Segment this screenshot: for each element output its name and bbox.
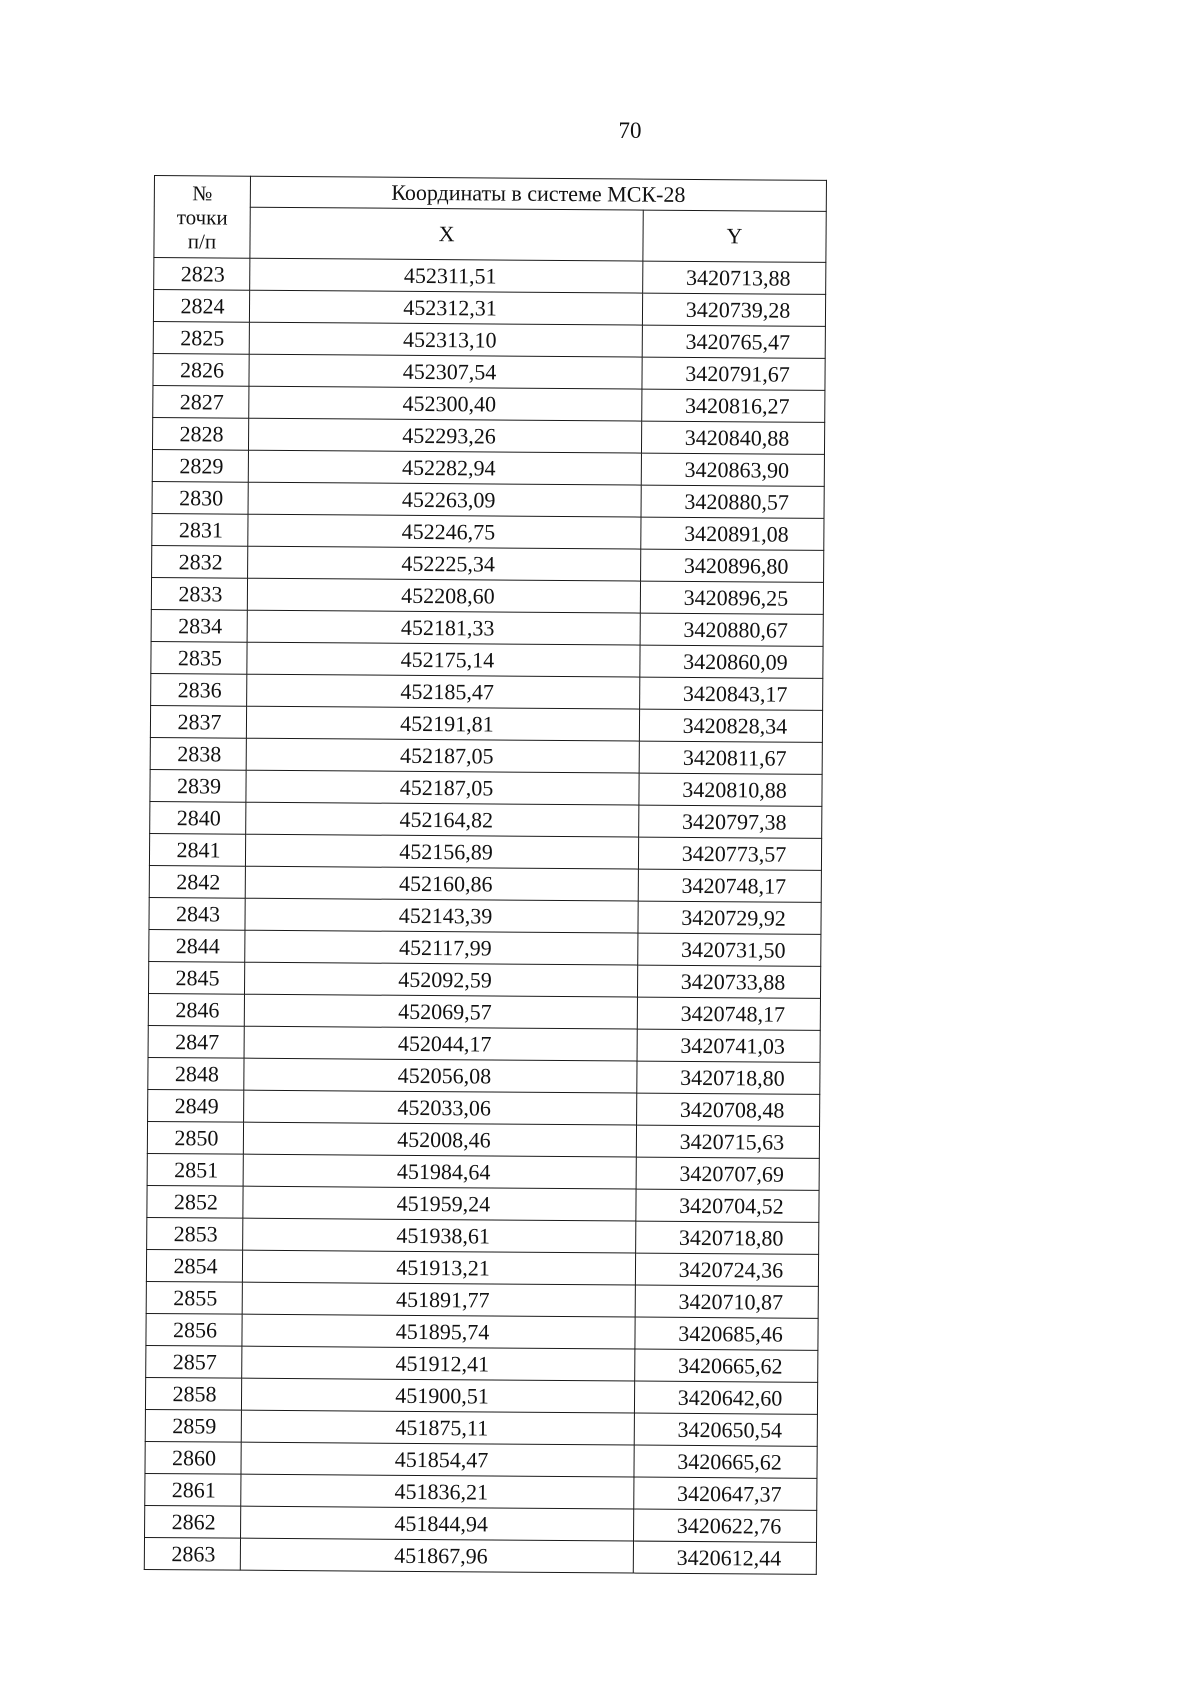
table-header (154, 176, 827, 263)
point-number-cell: 2857 (146, 1345, 242, 1378)
x-coordinate-cell: 452164,82 (246, 802, 639, 837)
point-number-cell: 2863 (144, 1537, 240, 1570)
x-coordinate-cell: 452311,51 (250, 258, 643, 293)
x-coordinate-cell: 452187,05 (246, 738, 639, 773)
y-coordinate-cell: 3420713,88 (643, 261, 826, 294)
point-number-cell: 2860 (145, 1441, 241, 1474)
table-row (147, 1153, 819, 1190)
x-coordinate-cell: 452092,59 (244, 962, 637, 997)
y-coordinate-cell: 3420647,37 (634, 1477, 817, 1510)
x-coordinate-cell: 452282,94 (248, 450, 641, 485)
point-number-cell: 2826 (153, 353, 249, 386)
point-number-header-line1: № (192, 180, 213, 205)
point-number-header-line2: точки (176, 204, 228, 230)
point-number-cell: 2859 (145, 1409, 241, 1442)
x-coordinate-cell: 452191,81 (246, 706, 639, 741)
table-row (152, 545, 824, 582)
table-row (146, 1249, 818, 1286)
y-coordinate-cell: 3420704,52 (636, 1189, 819, 1222)
y-coordinate-cell: 3420880,67 (640, 613, 823, 646)
x-coordinate-cell: 451895,74 (242, 1314, 635, 1349)
point-number-cell: 2832 (152, 545, 248, 578)
y-coordinate-cell: 3420731,50 (638, 933, 821, 966)
table-row (153, 321, 825, 358)
x-coordinate-cell: 452246,75 (248, 514, 641, 549)
x-coordinate-cell: 452187,05 (246, 770, 639, 805)
point-number-header (154, 176, 251, 259)
table-row (150, 801, 822, 838)
x-coordinate-cell: 451844,94 (241, 1506, 634, 1541)
point-number-cell: 2838 (150, 737, 246, 770)
y-coordinate-cell: 3420840,88 (641, 421, 824, 454)
x-coordinate-cell: 452056,08 (244, 1058, 637, 1093)
point-number-cell: 2853 (147, 1217, 243, 1250)
point-number-cell: 2843 (149, 897, 245, 930)
y-coordinate-cell: 3420707,69 (636, 1157, 819, 1190)
y-coordinate-cell: 3420797,38 (639, 805, 822, 838)
x-coordinate-cell: 452263,09 (248, 482, 641, 517)
table-row (149, 961, 821, 998)
point-number-cell: 2827 (153, 385, 249, 418)
table-row (152, 481, 824, 518)
y-coordinate-cell: 3420718,80 (636, 1221, 819, 1254)
point-number-cell: 2842 (149, 865, 245, 898)
point-number-cell: 2841 (149, 833, 245, 866)
x-coordinate-cell: 452208,60 (247, 578, 640, 613)
table-row (148, 1089, 820, 1126)
y-coordinate-cell: 3420773,57 (638, 837, 821, 870)
y-coordinate-cell: 3420708,48 (637, 1093, 820, 1126)
y-coordinate-cell: 3420718,80 (637, 1061, 820, 1094)
x-coordinate-cell: 451867,96 (240, 1538, 633, 1573)
point-number-cell: 2856 (146, 1313, 242, 1346)
x-coordinate-cell: 451984,64 (243, 1154, 636, 1189)
table-row (149, 833, 821, 870)
x-coordinate-cell: 451913,21 (242, 1250, 635, 1285)
x-coordinate-cell: 452044,17 (244, 1026, 637, 1061)
table-row (151, 641, 823, 678)
coordinates-table (144, 175, 827, 1575)
point-number-cell: 2828 (152, 417, 248, 450)
x-coordinate-cell: 452156,89 (245, 834, 638, 869)
table-row (145, 1441, 817, 1478)
point-number-cell: 2830 (152, 481, 248, 514)
y-coordinate-cell: 3420816,27 (642, 389, 825, 422)
x-coordinate-cell: 451900,51 (241, 1378, 634, 1413)
table-row (152, 449, 824, 486)
point-number-cell: 2849 (148, 1089, 244, 1122)
x-coordinate-cell: 452225,34 (248, 546, 641, 581)
y-coordinate-cell: 3420729,92 (638, 901, 821, 934)
point-number-cell: 2855 (146, 1281, 242, 1314)
y-coordinate-cell: 3420739,28 (642, 293, 825, 326)
coordinate-system-header: Координаты в системе МСК-28 (250, 176, 826, 211)
x-coordinate-cell: 452307,54 (249, 354, 642, 389)
y-coordinate-cell: 3420811,67 (639, 741, 822, 774)
x-coordinate-cell: 452181,33 (247, 610, 640, 645)
x-coordinate-cell: 452185,47 (247, 674, 640, 709)
y-coordinate-cell: 3420724,36 (635, 1253, 818, 1286)
table-row (150, 705, 822, 742)
y-coordinate-cell: 3420612,44 (633, 1541, 816, 1574)
table-row (152, 417, 824, 454)
y-coordinate-cell: 3420642,60 (634, 1381, 817, 1414)
table-row (154, 258, 826, 295)
table-row (150, 737, 822, 774)
table-row (151, 577, 823, 614)
x-coordinate-cell: 451836,21 (241, 1474, 634, 1509)
y-coordinate-cell: 3420748,17 (638, 869, 821, 902)
table-row (145, 1473, 817, 1510)
y-coordinate-cell: 3420860,09 (640, 645, 823, 678)
x-coordinate-cell: 452313,10 (249, 322, 642, 357)
point-number-cell: 2829 (152, 449, 248, 482)
x-coordinate-cell: 452293,26 (248, 418, 641, 453)
y-coordinate-cell: 3420791,67 (642, 357, 825, 390)
table-row (149, 929, 821, 966)
point-number-cell: 2852 (147, 1185, 243, 1218)
point-number-cell: 2851 (147, 1153, 243, 1186)
point-number-cell: 2848 (148, 1057, 244, 1090)
table-row (144, 1537, 816, 1574)
y-coordinate-cell: 3420650,54 (634, 1413, 817, 1446)
table-row (149, 865, 821, 902)
y-coordinate-cell: 3420622,76 (633, 1509, 816, 1542)
y-coordinate-cell: 3420896,80 (641, 549, 824, 582)
point-number-cell: 2847 (148, 1025, 244, 1058)
point-number-cell: 2854 (146, 1249, 242, 1282)
y-coordinate-cell: 3420741,03 (637, 1029, 820, 1062)
y-coordinate-cell: 3420828,34 (639, 709, 822, 742)
x-coordinate-cell: 451854,47 (241, 1442, 634, 1477)
point-number-cell: 2840 (150, 801, 246, 834)
x-coordinate-cell: 452312,31 (249, 290, 642, 325)
point-number-cell: 2836 (151, 673, 247, 706)
x-column-header: X (250, 207, 643, 261)
point-number-header-line3: п/п (187, 228, 217, 253)
table-row (147, 1185, 819, 1222)
point-number-cell: 2858 (145, 1377, 241, 1410)
table-row (145, 1409, 817, 1446)
point-number-cell: 2844 (149, 929, 245, 962)
point-number-cell: 2824 (153, 290, 249, 323)
table-row (153, 385, 825, 422)
x-coordinate-cell: 452300,40 (249, 386, 642, 421)
table-row (148, 1057, 820, 1094)
x-coordinate-cell: 452069,57 (244, 994, 637, 1029)
point-number-cell: 2831 (152, 513, 248, 546)
page-number: 70 (618, 118, 642, 143)
point-number-cell: 2846 (148, 993, 244, 1026)
table-row (146, 1281, 818, 1318)
y-coordinate-cell: 3420710,87 (635, 1285, 818, 1318)
point-number-cell: 2861 (145, 1473, 241, 1506)
x-coordinate-cell: 452117,99 (245, 930, 638, 965)
y-coordinate-cell: 3420896,25 (640, 581, 823, 614)
x-coordinate-cell: 452160,86 (245, 866, 638, 901)
table-row (146, 1313, 818, 1350)
y-coordinate-cell: 3420715,63 (636, 1125, 819, 1158)
x-coordinate-cell: 451938,61 (243, 1218, 636, 1253)
point-number-cell: 2833 (151, 577, 247, 610)
y-coordinate-cell: 3420863,90 (641, 453, 824, 486)
table-row (152, 513, 824, 550)
x-coordinate-cell: 451875,11 (241, 1410, 634, 1445)
y-coordinate-cell: 3420665,62 (635, 1349, 818, 1382)
y-coordinate-cell: 3420733,88 (637, 965, 820, 998)
y-column-header: Y (643, 210, 826, 262)
table-row (150, 769, 822, 806)
table-row (148, 1025, 820, 1062)
table-body (144, 258, 826, 1575)
point-number-cell: 2862 (145, 1505, 241, 1538)
y-coordinate-cell: 3420891,08 (641, 517, 824, 550)
y-coordinate-cell: 3420765,47 (642, 325, 825, 358)
x-coordinate-cell: 452008,46 (243, 1122, 636, 1157)
x-coordinate-cell: 452143,39 (245, 898, 638, 933)
x-coordinate-cell: 452033,06 (244, 1090, 637, 1125)
table-row (148, 993, 820, 1030)
y-coordinate-cell: 3420685,46 (635, 1317, 818, 1350)
table-row (149, 897, 821, 934)
point-number-cell: 2825 (153, 321, 249, 354)
table-row (151, 673, 823, 710)
point-number-cell: 2839 (150, 769, 246, 802)
point-number-cell: 2823 (154, 258, 250, 291)
point-number-cell: 2845 (149, 961, 245, 994)
point-number-cell: 2850 (147, 1121, 243, 1154)
point-number-cell: 2834 (151, 609, 247, 642)
table-row (151, 609, 823, 646)
y-coordinate-cell: 3420843,17 (640, 677, 823, 710)
point-number-cell: 2837 (150, 705, 246, 738)
table-row (153, 290, 825, 327)
table-row (153, 353, 825, 390)
point-number-cell: 2835 (151, 641, 247, 674)
y-coordinate-cell: 3420810,88 (639, 773, 822, 806)
x-coordinate-cell: 451891,77 (242, 1282, 635, 1317)
y-coordinate-cell: 3420748,17 (637, 997, 820, 1030)
x-coordinate-cell: 451912,41 (242, 1346, 635, 1381)
x-coordinate-cell: 452175,14 (247, 642, 640, 677)
y-coordinate-cell: 3420880,57 (641, 485, 824, 518)
table-row (147, 1217, 819, 1254)
table-row (146, 1345, 818, 1382)
table-row (145, 1505, 817, 1542)
x-coordinate-cell: 451959,24 (243, 1186, 636, 1221)
y-coordinate-cell: 3420665,62 (634, 1445, 817, 1478)
table-row (147, 1121, 819, 1158)
table-row (145, 1377, 817, 1414)
